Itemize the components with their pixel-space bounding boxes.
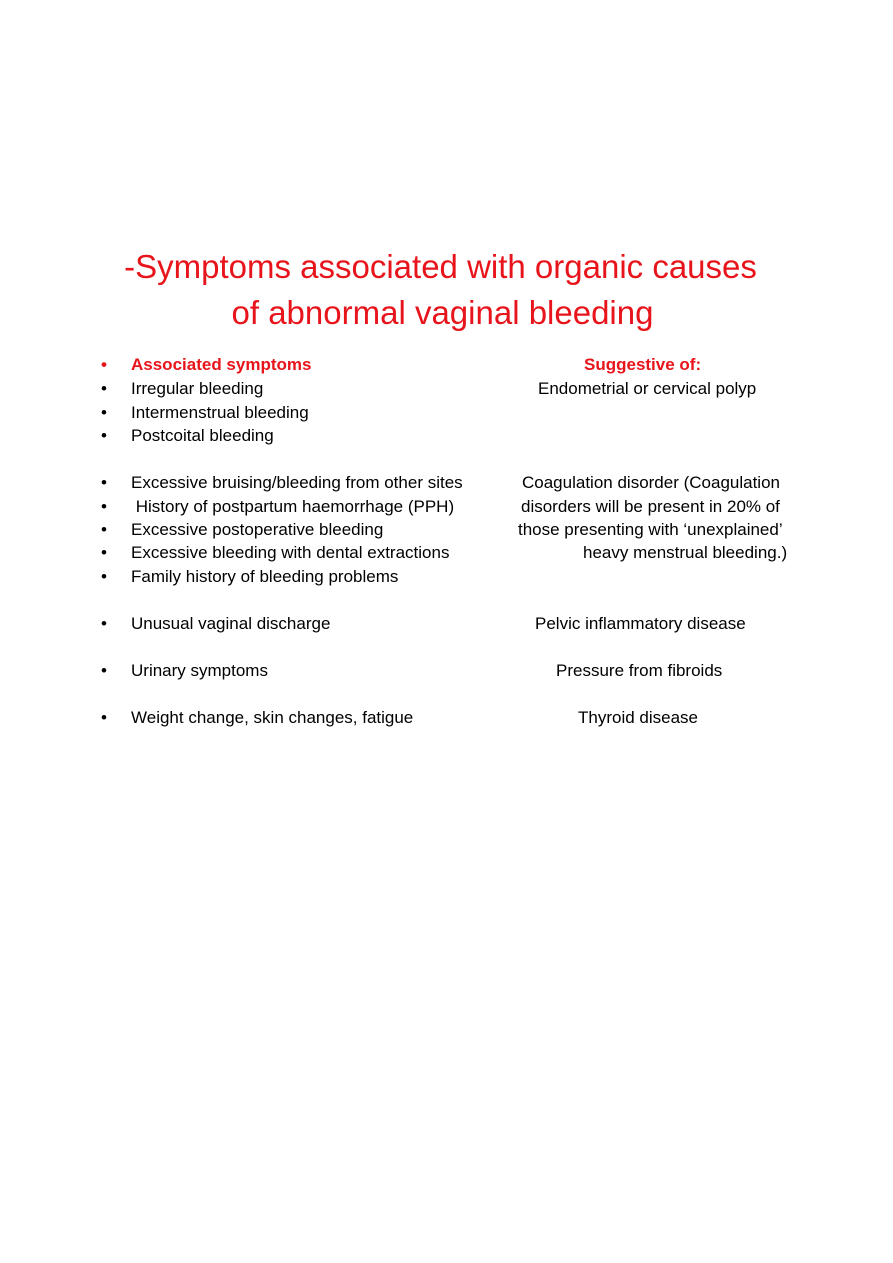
header-symptom: Associated symptoms xyxy=(131,355,312,374)
page-title xyxy=(0,244,893,336)
table-row xyxy=(0,541,893,564)
row-suggestive: Thyroid disease xyxy=(578,708,699,727)
table-row xyxy=(0,424,893,447)
table-row xyxy=(0,565,893,588)
title-line-2: of abnormal vaginal bleeding xyxy=(231,294,654,331)
row-suggestive: Coagulation disorder (Coagulation xyxy=(522,473,780,492)
row-symptom: Excessive bleeding with dental extractions xyxy=(131,543,450,562)
row-symptom: Unusual vaginal discharge xyxy=(131,614,331,633)
bullet-icon: • xyxy=(101,473,107,492)
bullet-icon: • xyxy=(101,355,107,374)
table-row xyxy=(0,612,893,635)
row-symptom: Intermenstrual bleeding xyxy=(131,403,309,422)
table-row xyxy=(0,706,893,729)
row-suggestive: Pressure from fibroids xyxy=(556,661,723,680)
bullet-icon: • xyxy=(101,520,107,539)
table-row xyxy=(0,659,893,682)
row-symptom: History of postpartum haemorrhage (PPH) xyxy=(131,497,455,516)
bullet-icon: • xyxy=(101,543,107,562)
title-line-1: -Symptoms associated with organic causes xyxy=(124,248,757,285)
row-symptom: Postcoital bleeding xyxy=(131,426,274,445)
row-suggestive: heavy menstrual bleeding.) xyxy=(583,543,788,562)
table-row xyxy=(0,518,893,541)
row-symptom: Family history of bleeding problems xyxy=(131,567,399,586)
row-suggestive: those presenting with ‘unexplained’ xyxy=(518,520,783,539)
bullet-icon: • xyxy=(101,661,107,680)
bullet-icon: • xyxy=(101,426,107,445)
row-suggestive: Endometrial or cervical polyp xyxy=(538,379,757,398)
table-row xyxy=(0,495,893,518)
table-row xyxy=(0,471,893,494)
row-symptom: Excessive bruising/bleeding from other sites xyxy=(131,473,463,492)
row-symptom: Irregular bleeding xyxy=(131,379,264,398)
bullet-icon: • xyxy=(101,708,107,727)
row-symptom: Excessive postoperative bleeding xyxy=(131,520,384,539)
bullet-icon: • xyxy=(101,379,107,398)
row-symptom: Urinary symptoms xyxy=(131,661,268,680)
row-symptom: Weight change, skin changes, fatigue xyxy=(131,708,414,727)
table-header xyxy=(0,353,893,376)
bullet-icon: • xyxy=(101,614,107,633)
bullet-icon: • xyxy=(101,567,107,586)
table-row xyxy=(0,377,893,400)
header-suggestive: Suggestive of: xyxy=(584,355,702,374)
bullet-icon: • xyxy=(101,403,107,422)
bullet-icon: • xyxy=(101,497,107,516)
row-suggestive: disorders will be present in 20% of xyxy=(521,497,780,516)
row-suggestive: Pelvic inflammatory disease xyxy=(535,614,746,633)
table-row xyxy=(0,401,893,424)
